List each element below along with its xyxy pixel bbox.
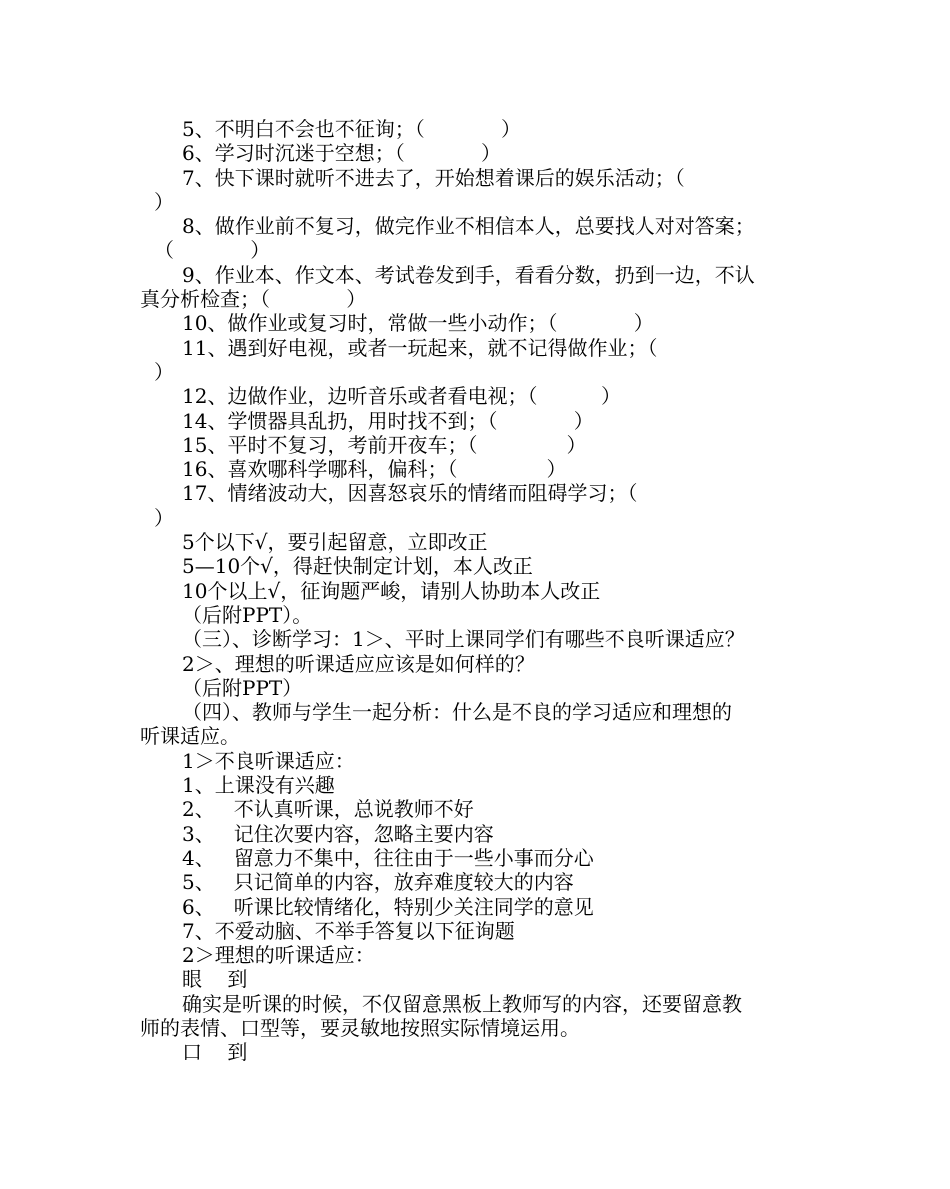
text-line: 11、遇到好电视，或者一玩起来，就不记得做作业；（ xyxy=(182,335,658,360)
text-line: 5—10个√，得赶快制定计划，本人改正 xyxy=(182,554,533,579)
text-line: 7、不爱动脑、不举手答复以下征询题 xyxy=(182,918,515,943)
text-line: 6、 听课比较情绪化，特别少关注同学的意见 xyxy=(182,894,594,919)
text-line: 16、喜欢哪科学哪科，偏科；（ ） xyxy=(182,457,567,482)
text-line: （ ） xyxy=(154,238,271,263)
text-line: （后附PPT）。 xyxy=(182,602,313,627)
text-line: 5、 只记简单的内容，放弃难度较大的内容 xyxy=(182,870,574,895)
text-line: 5、不明白不会也不征询；（ ） xyxy=(182,117,522,141)
text-line: 14、学惯器具乱扔，用时找不到；（ ） xyxy=(182,408,594,433)
text-line: 2＞理想的听课适应： xyxy=(182,943,375,968)
text-line: 师的表情、口型等，要灵敏地按照实际情境运用。 xyxy=(140,1015,580,1040)
text-line: （后附PPT） xyxy=(182,675,303,700)
text-line: 7、快下课时就听不进去了，开始想着课后的娱乐活动；（ xyxy=(182,165,685,190)
text-line: 10个以上√，征询题严峻，请别人协助本人改正 xyxy=(182,578,601,603)
text-line: 8、做作业前不复习，做完作业不相信本人，总要找人对对答案； xyxy=(182,214,755,239)
text-line: 2、 不认真听课，总说教师不好 xyxy=(182,797,474,822)
text-line: ） xyxy=(154,505,174,530)
text-line: 9、作业本、作文本、考试卷发到手，看看分数，扔到一边，不认 xyxy=(182,262,755,287)
text-line: 3、 记住次要内容，忽略主要内容 xyxy=(182,821,494,846)
document-body xyxy=(140,117,812,1065)
text-line: 6、学习时沉迷于空想；（ ） xyxy=(182,141,502,166)
text-line: 确实是听课的时候，不仅留意黑板上教师写的内容，还要留意教 xyxy=(182,991,742,1016)
text-line: 4、 留意力不集中，往往由于一些小事而分心 xyxy=(182,845,594,870)
text-line: 15、平时不复习，考前开夜车；（ ） xyxy=(182,432,587,457)
text-line: 听课适应。 xyxy=(140,724,240,749)
text-line: 口 到 xyxy=(182,1040,248,1065)
text-line: 眼 到 xyxy=(182,967,248,992)
text-line: 1＞不良听课适应： xyxy=(182,748,355,773)
text-line: 12、边做作业，边听音乐或者看电视；（ ） xyxy=(182,384,622,409)
text-line: 真分析检查；（ ） xyxy=(140,287,367,312)
text-line: 2＞、理想的听课适应应该是如何样的？ xyxy=(182,651,535,676)
text-line: ） xyxy=(154,359,174,384)
text-line: 5个以下√，要引起留意，立即改正 xyxy=(182,530,488,555)
text-line: 10、做作业或复习时，常做一些小动作；（ ） xyxy=(182,311,654,336)
text-line: 17、情绪波动大，因喜怒哀乐的情绪而阻碍学习；（ xyxy=(182,481,638,506)
text-line: （三）、诊断学习：1＞、平时上课同学们有哪些不良听课适应？ xyxy=(182,627,745,652)
text-line: ） xyxy=(154,189,174,214)
text-line: 1、上课没有兴趣 xyxy=(182,773,335,798)
text-line: （四）、教师与学生一起分析：什么是不良的学习适应和理想的 xyxy=(182,700,732,725)
